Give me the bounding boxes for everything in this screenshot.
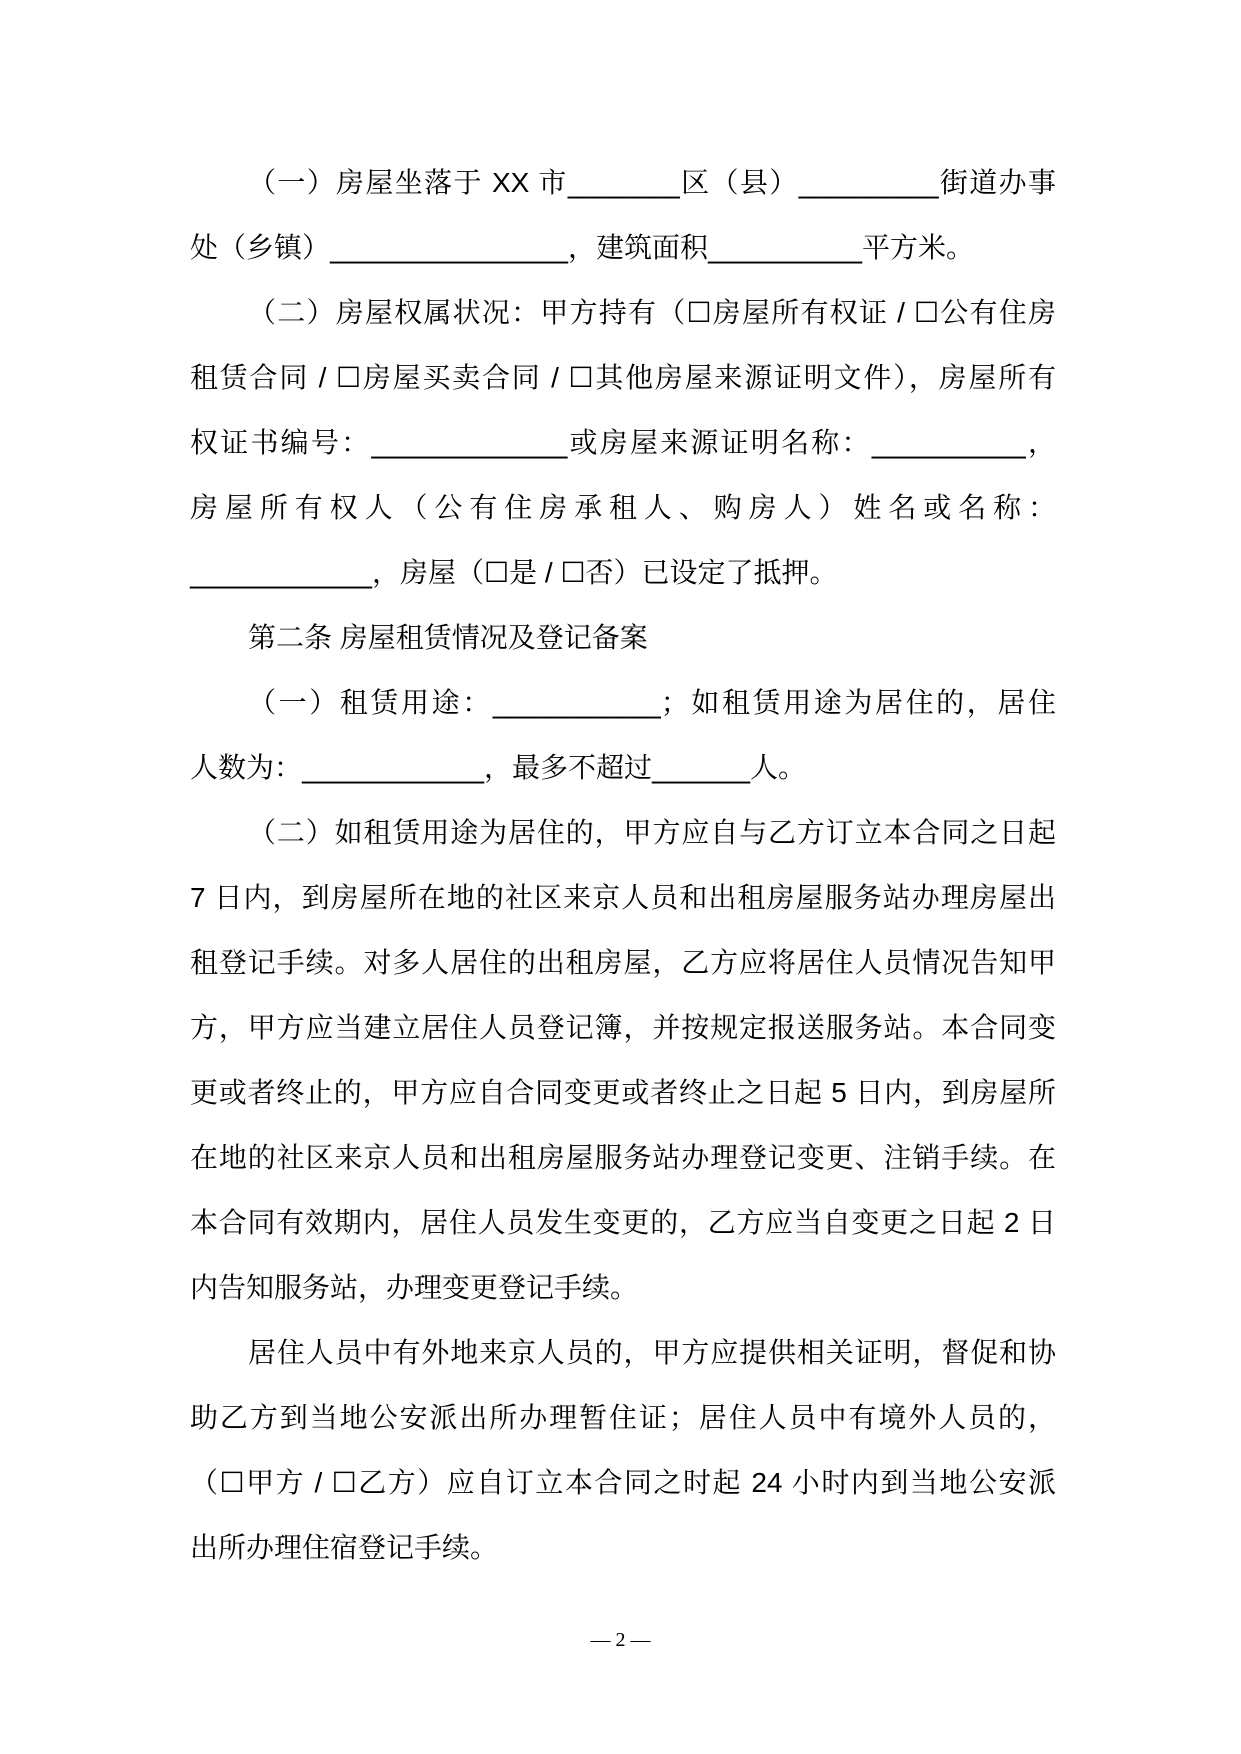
text-segment: 区（县） — [679, 167, 799, 198]
clause-property-ownership — [190, 280, 1056, 605]
text-segment: 平方米。 — [862, 232, 975, 263]
article-2-heading — [190, 605, 1056, 670]
text-line — [190, 1190, 1056, 1255]
text-segment: 更或者终止的，甲方应自合同变更或者终止之日起 5 日内，到房屋所 — [190, 1077, 1056, 1108]
text-segment: ，最多不超过 — [484, 752, 653, 783]
text-segment: （一）租赁用途： — [248, 687, 493, 718]
fill-in-blank: ________ — [567, 166, 680, 199]
text-line — [190, 475, 1056, 540]
fill-in-blank: _____________ — [302, 751, 485, 784]
heading-text: 第二条 房屋租赁情况及登记备案 — [248, 622, 648, 653]
text-segment: 方，甲方应当建立居住人员登记簿，并按规定报送服务站。本合同变 — [190, 1012, 1056, 1043]
text-line — [190, 670, 1056, 735]
text-segment: 人。 — [750, 752, 807, 783]
fill-in-blank: _________________ — [330, 231, 569, 264]
text-segment: 7 日内，到房屋所在地的社区来京人员和出租房屋服务站办理房屋出 — [190, 882, 1056, 913]
clause-property-location — [190, 150, 1056, 280]
heading-line — [190, 605, 1056, 670]
document-body — [190, 150, 1056, 1580]
text-segment: 本合同有效期内，居住人员发生变更的，乙方应当自变更之日起 2 日 — [190, 1207, 1056, 1238]
text-segment: 助乙方到当地公安派出所办理暂住证；居住人员中有境外人员的， — [190, 1402, 1056, 1433]
text-line — [190, 1515, 1056, 1580]
text-line — [190, 1060, 1056, 1125]
text-segment: （☐甲方 / ☐乙方）应自订立本合同之时起 24 小时内到当地公安派 — [190, 1467, 1056, 1498]
fill-in-blank: ___________ — [871, 426, 1026, 459]
text-line — [190, 930, 1056, 995]
fill-in-blank: _____________ — [190, 556, 372, 589]
text-segment: 居住人员中有外地来京人员的，甲方应提供相关证明，督促和协 — [248, 1337, 1056, 1368]
clause-resident-registration — [190, 1320, 1056, 1580]
text-segment: 或房屋来源证明名称： — [567, 427, 872, 458]
text-line — [190, 735, 1056, 800]
text-segment: 出所办理住宿登记手续。 — [190, 1532, 499, 1563]
text-line — [190, 800, 1056, 865]
text-segment: ，建筑面积 — [568, 232, 709, 263]
fill-in-blank: __________ — [798, 166, 939, 199]
text-segment: ，房屋（☐是 / ☐否）已设定了抵押。 — [372, 557, 838, 588]
text-segment: 人数为： — [190, 752, 303, 783]
text-segment: 处（乡镇） — [190, 232, 331, 263]
text-line — [190, 345, 1056, 410]
text-line — [190, 150, 1056, 215]
clause-rental-registration — [190, 800, 1056, 1320]
text-line — [190, 1125, 1056, 1190]
text-segment: （二）如租赁用途为居住的，甲方应自与乙方订立本合同之日起 — [248, 817, 1056, 848]
text-line — [190, 540, 1056, 605]
text-segment: 租登记手续。对多人居住的出租房屋，乙方应将居住人员情况告知甲 — [190, 947, 1056, 978]
clause-rental-purpose — [190, 670, 1056, 800]
fill-in-blank: ____________ — [492, 686, 661, 719]
text-line — [190, 280, 1056, 345]
fill-in-blank: _______ — [652, 751, 751, 784]
text-segment: 房屋所有权人（公有住房承租人、购房人）姓名或名称： — [190, 492, 1056, 523]
page-number: — 2 — — [590, 1629, 651, 1651]
text-line — [190, 1385, 1056, 1450]
text-segment: ；如租赁用途为居住的，居住 — [660, 687, 1056, 718]
text-segment: （二）房屋权属状况：甲方持有（☐房屋所有权证 / ☐公有住房 — [248, 297, 1056, 328]
text-segment: 在地的社区来京人员和出租房屋服务站办理登记变更、注销手续。在 — [190, 1142, 1056, 1173]
text-line — [190, 1450, 1056, 1515]
text-line — [190, 215, 1056, 280]
text-segment: 权证书编号： — [190, 427, 372, 458]
text-segment: 街道办事 — [938, 167, 1056, 198]
text-line — [190, 865, 1056, 930]
text-segment: 租赁合同 / ☐房屋买卖合同 / ☐其他房屋来源证明文件），房屋所有 — [190, 362, 1056, 393]
text-line — [190, 1255, 1056, 1320]
text-segment: （一）房屋坐落于 XX 市 — [248, 167, 568, 198]
fill-in-blank: ___________ — [708, 231, 863, 264]
text-line — [190, 995, 1056, 1060]
text-line — [190, 410, 1056, 475]
fill-in-blank: ______________ — [371, 426, 568, 459]
text-segment: 内告知服务站，办理变更登记手续。 — [190, 1272, 639, 1303]
text-line — [190, 1320, 1056, 1385]
text-segment: ， — [1025, 427, 1056, 458]
